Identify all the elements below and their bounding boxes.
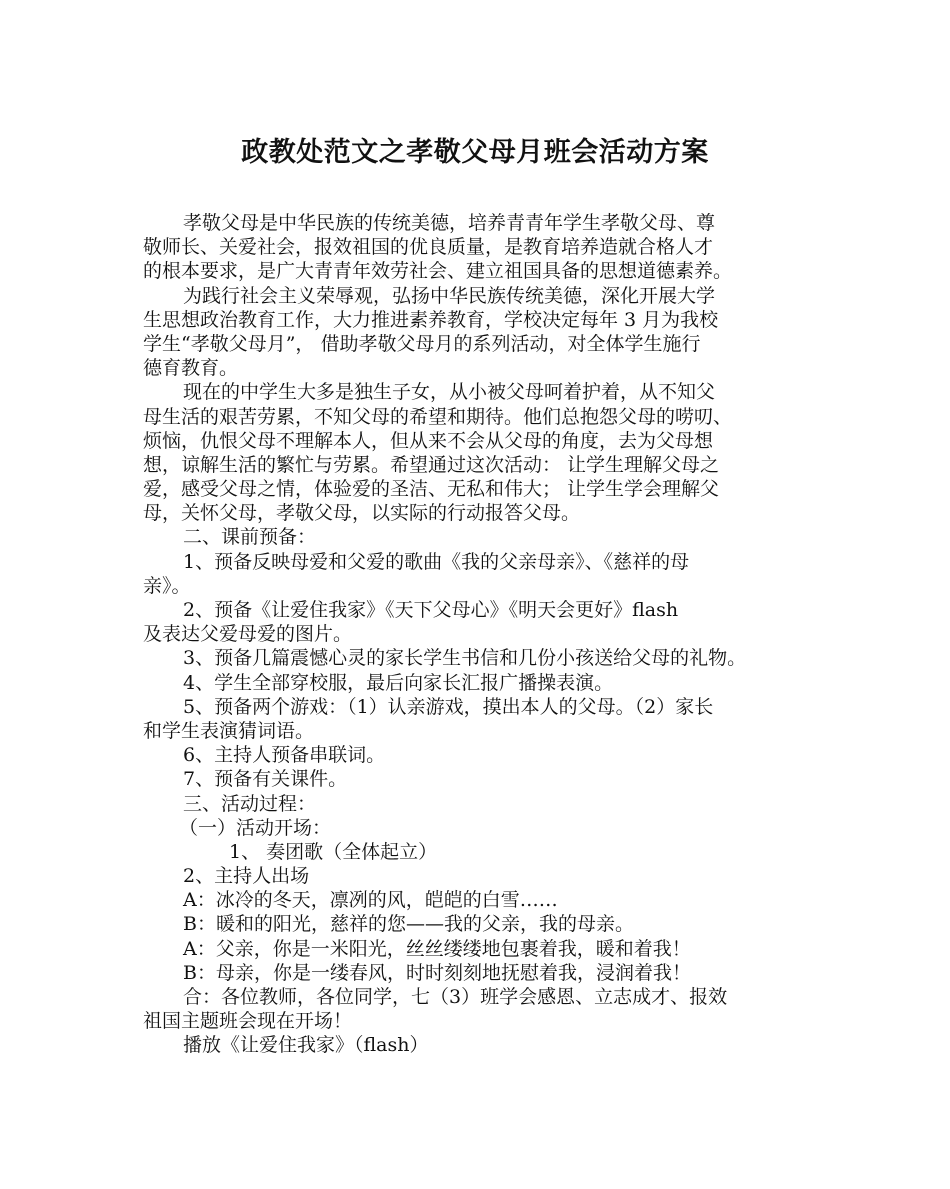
text-line: 三、活动过程： <box>183 792 317 815</box>
text-line: 祖国主题班会现在开场！ <box>143 1010 353 1033</box>
text-line: 4、学生全部穿校服，最后向家长汇报广播操表演。 <box>183 671 614 694</box>
text-line: 5、预备两个游戏：（1）认亲游戏，摸出本人的父母。（2）家长 <box>183 695 714 718</box>
text-line: 烦恼，仇恨父母不理解本人，但从来不会从父母的角度，去为父母想 <box>143 429 714 452</box>
text-line: 1、预备反映母爱和父爱的歌曲《我的父亲母亲》、《慈祥的母 <box>183 550 690 573</box>
text-line: 6、主持人预备串联词。 <box>183 744 386 767</box>
text-line: 母生活的艰苦劳累，不知父母的希望和期待。他们总抱怨父母的唠叨、 <box>143 405 733 428</box>
text-line: 7、预备有关课件。 <box>183 768 348 791</box>
text-line: 及表达父爱母爱的图片。 <box>143 623 353 646</box>
text-line: 敬师长、关爱社会，报效祖国的优良质量，是教育培养造就合格人才 <box>143 236 714 259</box>
document-title: 政教处范文之孝敬父母月班会活动方案 <box>241 137 709 168</box>
text-line: （一）活动开场： <box>179 816 332 839</box>
text-line: B：暖和的阳光，慈祥的您——我的父亲，我的母亲。 <box>183 913 634 936</box>
text-line: 1、 奏团歌（全体起立） <box>229 840 438 863</box>
text-line: A：父亲，你是一米阳光，丝丝缕缕地包裹着我，暖和着我！ <box>183 937 691 960</box>
text-line: B：母亲，你是一缕春风，时时刻刻地抚慰着我，浸润着我！ <box>183 961 691 984</box>
text-line: 合：各位教师，各位同学，七（3）班学会感恩、立志成才、报效 <box>183 986 728 1008</box>
text-line: 生思想政治教育工作，大力推进素养教育，学校决定每年 3 月为我校 <box>143 308 719 331</box>
text-line: 2、预备《让爱住我家》《天下父母心》《明天会更好》flash <box>183 599 679 621</box>
text-line: 为践行社会主义荣辱观，弘扬中华民族传统美德，深化开展大学 <box>183 284 716 307</box>
text-line: 现在的中学生大多是独生子女，从小被父母呵着护着，从不知父 <box>183 381 716 404</box>
text-line: 的根本要求，是广大青青年效劳社会、建立祖国具备的思想道德素养。 <box>143 260 733 283</box>
text-line: 二、课前预备： <box>183 526 317 549</box>
text-line: 学生“孝敬父母月”， 借助孝敬父母月的系列活动，对全体学生施行 <box>143 332 701 355</box>
text-line: 3、预备几篇震憾心灵的家长学生书信和几份小孩送给父母的礼物。 <box>183 647 747 670</box>
document-body <box>143 211 815 1058</box>
text-line: 和学生表演猜词语。 <box>143 719 315 742</box>
text-line: 亲》。 <box>143 574 191 597</box>
text-line: 德育教育。 <box>143 357 239 380</box>
text-line: 2、主持人出场 <box>183 865 310 888</box>
text-line: 播放《让爱住我家》（flash） <box>183 1034 429 1057</box>
text-line: 孝敬父母是中华民族的传统美德，培养青青年学生孝敬父母、尊 <box>183 212 716 234</box>
text-line: 母，关怀父母，孝敬父母，以实际的行动报答父母。 <box>143 502 581 525</box>
text-line: 想，谅解生活的繁忙与劳累。希望通过这次活动： 让学生理解父母之 <box>143 453 720 476</box>
text-line: 爱，感受父母之情，体验爱的圣洁、无私和伟大； 让学生学会理解父 <box>143 478 720 501</box>
text-line: A：冰冷的冬天，凛冽的风，皑皑的白雪…… <box>183 889 558 912</box>
